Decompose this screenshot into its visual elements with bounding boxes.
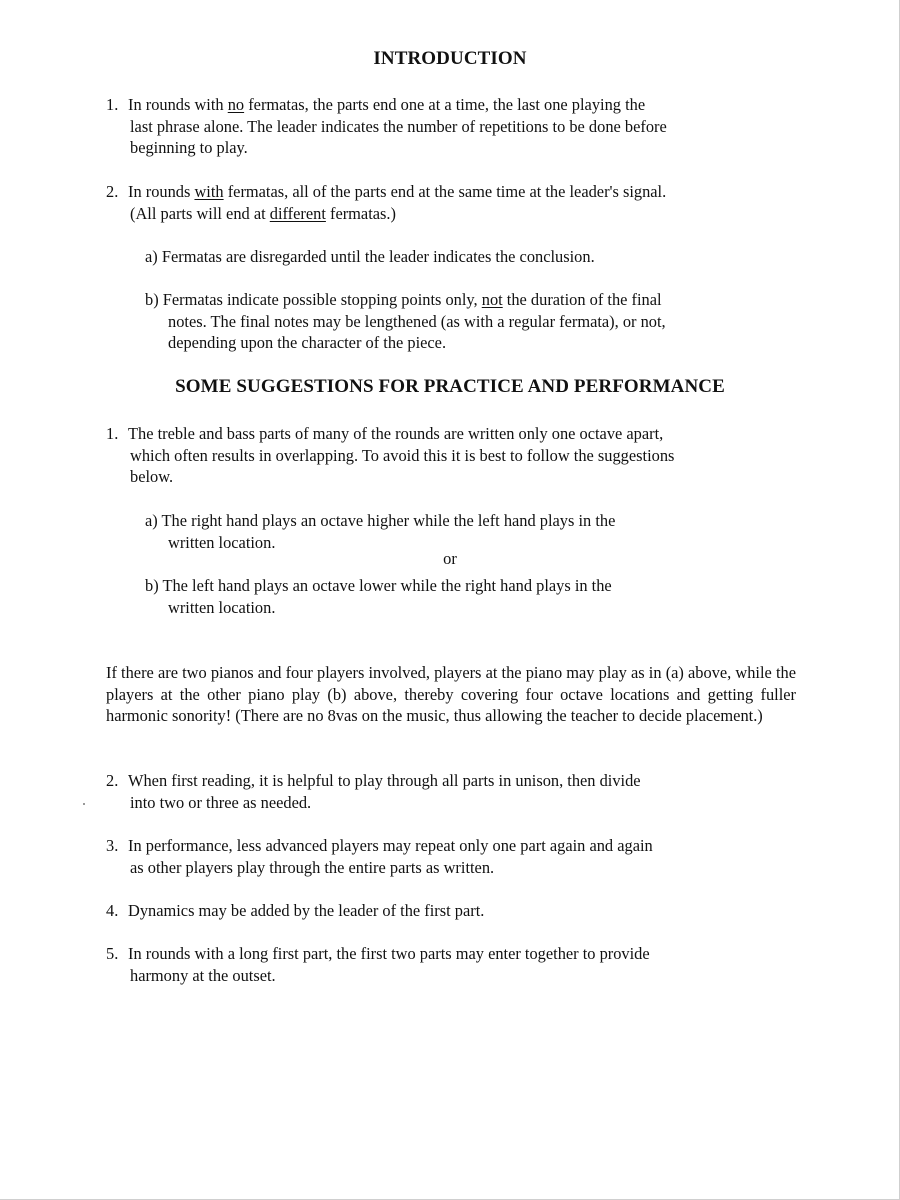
sub-label: a) <box>145 511 158 530</box>
text-run: In rounds with a long first part, the first two parts may enter together to provide <box>128 944 650 963</box>
intro-item-1-line-3: beginning to play. <box>130 138 248 157</box>
suggestion-item-3 <box>106 835 806 878</box>
item-number: 1. <box>106 95 119 114</box>
text-run: (All parts will end at <box>130 203 270 223</box>
suggestion-sub-b-line-1 <box>145 575 805 597</box>
intro-sub-a-line-1 <box>145 246 805 268</box>
suggestion-item-1-line-3: below. <box>130 467 174 486</box>
suggestion-item-3-line-2: as other players play through the entire parts as written. <box>130 857 495 877</box>
intro-sub-b-line-3: depending upon the character of the piece. <box>168 333 447 352</box>
suggestion-sub-b <box>145 575 805 618</box>
text-run: The left hand plays an octave lower while the right hand plays in the <box>162 576 612 595</box>
text-run: fermatas.) <box>325 203 396 223</box>
item-number: 3. <box>106 836 119 855</box>
intro-item-1-line-2: last phrase alone. The leader indicates the number of repetitions to be done before <box>130 116 667 136</box>
intro-sub-b-line-1 <box>145 289 805 311</box>
or-separator: or <box>443 549 457 568</box>
underlined-word: not <box>481 290 503 309</box>
intro-item-2-line-1 <box>106 181 806 203</box>
introduction-heading: INTRODUCTION <box>373 48 527 69</box>
sub-label: a) <box>145 247 158 266</box>
suggestion-item-2-line-2: into two or three as needed. <box>130 792 312 812</box>
intro-item-1-line-1 <box>106 94 806 116</box>
suggestion-item-2-line-1 <box>106 770 806 792</box>
intro-sub-b <box>145 289 805 354</box>
suggestions-heading: SOME SUGGESTIONS FOR PRACTICE AND PERFORMANCE <box>175 376 725 397</box>
suggestion-item-1 <box>106 423 806 488</box>
item-number: 1. <box>106 424 119 443</box>
text-run: The treble and bass parts of many of the rounds are written only one octave apart, <box>128 424 664 443</box>
two-pianos-paragraph: If there are two pianos and four players involved, players at the piano may play as in (a) above, while the players at the other piano play (b) above, thereby covering four octave locations and getting fuller harmonic sonority! (There are no 8vas on the music, thus allowing the teacher to decide placement.) <box>106 663 796 725</box>
suggestion-item-4 <box>106 900 806 922</box>
intro-sub-a <box>145 246 805 268</box>
text-run: Fermatas indicate possible stopping points only, <box>162 290 482 309</box>
text-run: In rounds with <box>128 95 228 114</box>
text-run: Dynamics may be added by the leader of the first part. <box>128 901 485 920</box>
suggestion-sub-a-line-2: written location. <box>168 532 276 552</box>
text-run: fermatas, all of the parts end at the same time at the leader's signal. <box>223 182 667 201</box>
underlined-word: with <box>194 182 224 201</box>
intro-sub-b-line-2: notes. The final notes may be lengthened (as with a regular fermata), or not, <box>168 311 666 331</box>
text-run: fermatas, the parts end one at a time, the last one playing the <box>244 95 646 114</box>
text-run: In performance, less advanced players may repeat only one part again and again <box>128 836 653 855</box>
intro-item-1 <box>106 94 806 159</box>
suggestion-sub-a <box>145 510 805 553</box>
text-run: the duration of the final <box>502 290 662 309</box>
suggestion-item-1-line-1 <box>106 423 806 445</box>
item-number: 4. <box>106 901 119 920</box>
sub-label: b) <box>145 576 159 595</box>
underlined-word: different <box>269 203 326 223</box>
scan-speck <box>83 803 85 805</box>
suggestion-item-1-line-2: which often results in overlapping. To avoid this it is best to follow the suggestions <box>130 445 675 465</box>
text-run: Fermatas are disregarded until the leader indicates the conclusion. <box>161 247 595 266</box>
item-number: 2. <box>106 182 119 201</box>
sub-label: b) <box>145 290 159 309</box>
item-number: 2. <box>106 771 119 790</box>
item-number: 5. <box>106 944 119 963</box>
suggestion-sub-a-line-1 <box>145 510 805 532</box>
text-run: The right hand plays an octave higher while the left hand plays in the <box>161 511 616 530</box>
suggestion-item-2 <box>106 770 806 813</box>
text-run: When first reading, it is helpful to play through all parts in unison, then divide <box>128 771 641 790</box>
intro-item-2 <box>106 181 806 224</box>
suggestion-sub-b-line-2: written location. <box>168 597 276 617</box>
intro-item-2-line-2 <box>106 203 806 225</box>
text-run: In rounds <box>128 182 195 201</box>
suggestion-item-4-line-1 <box>106 900 806 922</box>
suggestion-item-3-line-1 <box>106 835 806 857</box>
underlined-word: no <box>227 95 245 114</box>
suggestion-item-5-line-1 <box>106 943 806 965</box>
suggestion-item-5-line-2: harmony at the outset. <box>130 965 276 985</box>
suggestion-item-5 <box>106 943 806 986</box>
